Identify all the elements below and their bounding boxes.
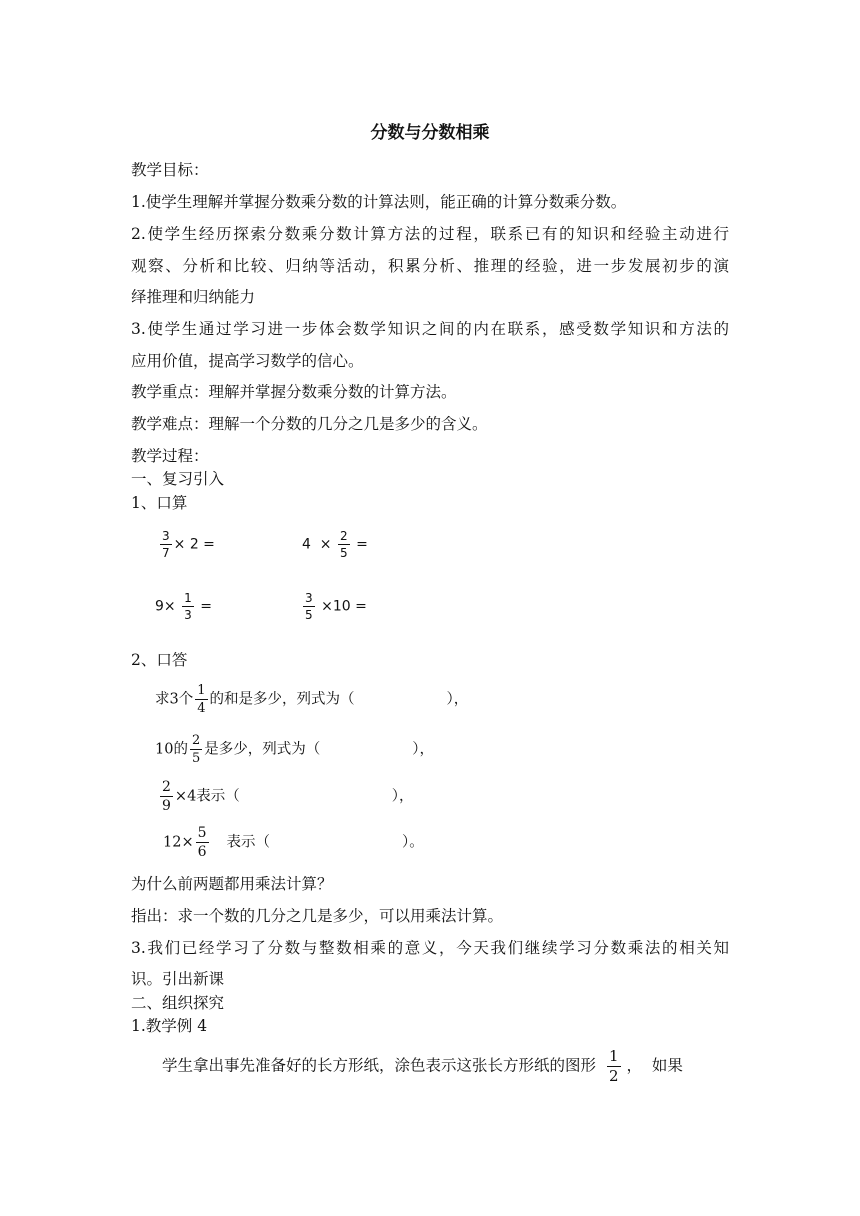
objective-2-line-2: 观察、分析和比较、归纳等活动，积累分析、推理的经验，进一步发展初步的演 bbox=[131, 257, 729, 275]
fraction: $\frac{3}{5}$ bbox=[305, 591, 313, 622]
oral-answer-q4: 12× $\frac{5}{6}$ 表示（ ）。 bbox=[163, 825, 424, 860]
objective-3-line-1: 3.使学生通过学习进一步体会数学知识之间的内在联系，感受数学知识和方法的 bbox=[131, 320, 729, 338]
process-heading: 教学过程： bbox=[131, 447, 209, 465]
objective-1: 1.使学生理解并掌握分数乘分数的计算法则，能正确的计算分数乘分数。 bbox=[131, 193, 627, 211]
objective-3-line-2: 应用价值，提高学习数学的信心。 bbox=[131, 352, 364, 370]
oral-calc-q1: $\frac{3}{7}$ × 2 = bbox=[162, 529, 215, 560]
section2-heading: 二、组织探究 bbox=[131, 994, 225, 1012]
key-point: 教学重点：理解并掌握分数乘分数的计算方法。 bbox=[131, 383, 457, 401]
objective-2-line-1: 2.使学生经历探索分数乘分数计算方法的过程，联系已有的知识和经验主动进行 bbox=[131, 225, 729, 243]
intro-line-2: 识。引出新课 bbox=[131, 970, 225, 988]
oral-calc-q3: 9× $\frac{1}{3}$ = bbox=[155, 591, 212, 622]
fraction: $\frac{2}{5}$ bbox=[191, 733, 201, 766]
oral-calc-heading: 1、口算 bbox=[131, 494, 188, 512]
example-heading: 1.教学例 4 bbox=[131, 1017, 208, 1035]
intro-line-1: 3.我们已经学习了分数与整数相乘的意义，今天我们继续学习分数乘法的相关知 bbox=[131, 939, 729, 957]
objective-2-line-3: 绎推理和归纳能力 bbox=[131, 288, 256, 306]
page-title: 分数与分数相乘 bbox=[370, 123, 490, 143]
section1-heading: 一、复习引入 bbox=[131, 470, 225, 488]
fraction: $\frac{2}{9}$ bbox=[162, 779, 171, 814]
example-paragraph: 学生拿出事先准备好的长方形纸，涂色表示这张长方形纸的图形 $\frac{1}{2}$ ， 如果 bbox=[162, 1047, 683, 1085]
oral-answer-q3: $\frac{2}{9}$ ×4表示（ ）， bbox=[162, 779, 414, 814]
fraction: $\frac{1}{2}$ bbox=[608, 1047, 619, 1085]
fraction: $\frac{1}{3}$ bbox=[184, 591, 192, 622]
key-insight: 指出：求一个数的几分之几是多少，可以用乘法计算。 bbox=[131, 907, 504, 925]
fraction: $\frac{5}{6}$ bbox=[197, 825, 207, 860]
objectives-heading: 教学目标： bbox=[131, 161, 209, 179]
difficulty: 教学难点：理解一个分数的几分之几是多少的含义。 bbox=[131, 415, 488, 433]
fraction: $\frac{3}{7}$ bbox=[162, 529, 170, 560]
oral-answer-heading: 2、口答 bbox=[131, 651, 188, 669]
fraction: $\frac{2}{5}$ bbox=[340, 529, 348, 560]
oral-calc-q4: $\frac{3}{5}$ ×10 = bbox=[305, 591, 367, 622]
oral-answer-q2: 10的 $\frac{2}{5}$ 是多少，列式为（ ）， bbox=[155, 733, 434, 766]
fraction: $\frac{1}{4}$ bbox=[197, 683, 206, 716]
oral-answer-q1: 求3个 $\frac{1}{4}$ 的和是多少，列式为（ ）， bbox=[155, 683, 469, 716]
oral-calc-q2: 4 × $\frac{2}{5}$ = bbox=[302, 529, 368, 560]
why-question: 为什么前两题都用乘法计算？ bbox=[131, 875, 333, 893]
